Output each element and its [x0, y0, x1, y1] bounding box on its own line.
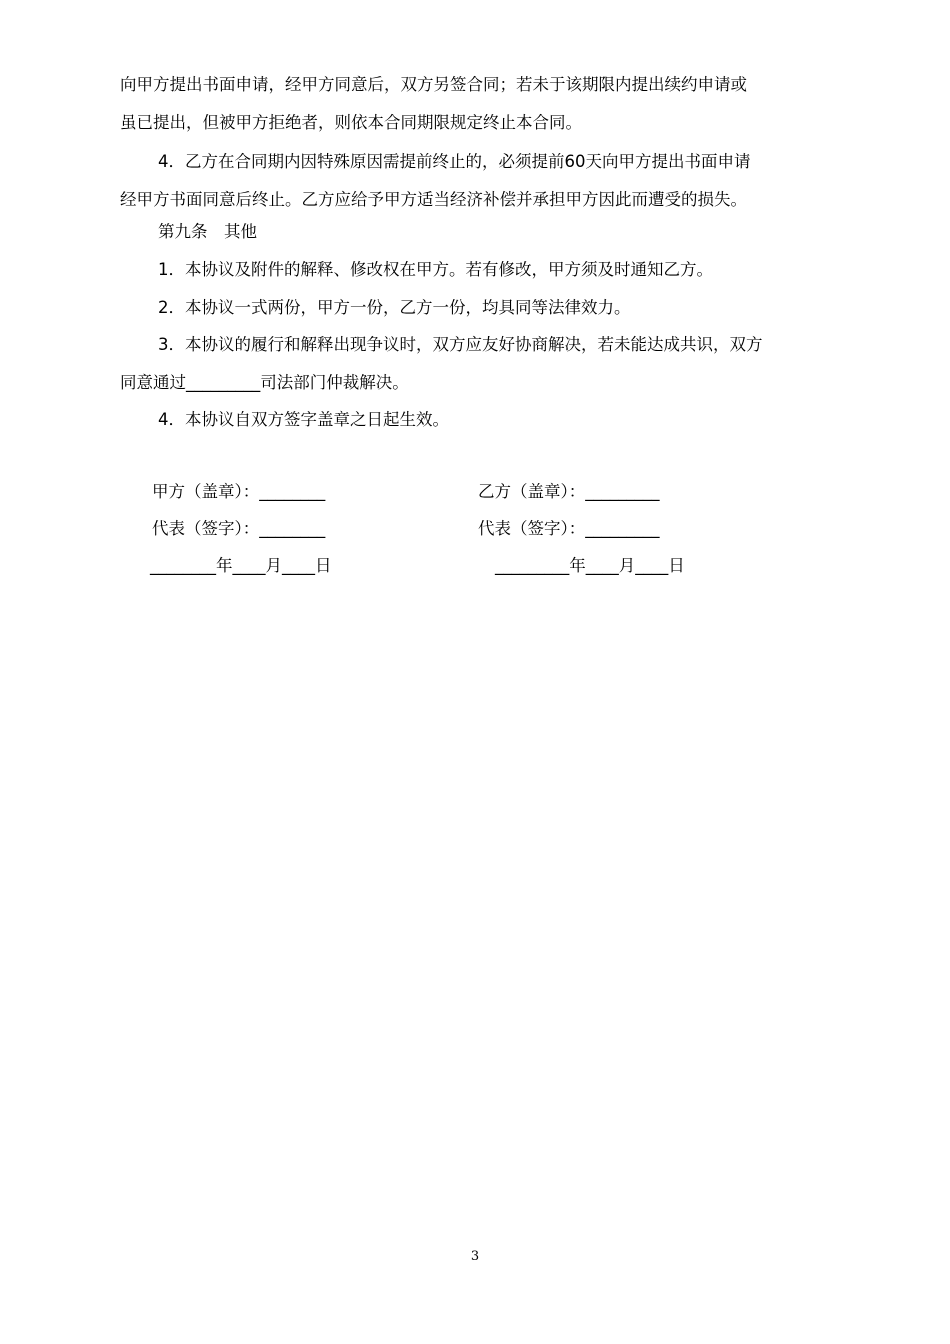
party-a-date-field: ________年____月____日 [150, 556, 332, 575]
party-a-seal-field: 甲方（盖章）：________ [152, 482, 326, 501]
clause-item-4-line2: 经甲方书面同意后终止。乙方应给予甲方适当经济补偿并承担甲方因此而遭受的损失。 [120, 190, 747, 209]
article-9-heading: 第九条 其他 [158, 222, 257, 241]
article-9-item-2: 2．本协议一式两份，甲方一份，乙方一份，均具同等法律效力。 [158, 298, 631, 317]
clause-item-4-line1: 4．乙方在合同期内因特殊原因需提前终止的，必须提前60天向甲方提出书面申请 [158, 152, 751, 171]
article-9-item-3-line1: 3．本协议的履行和解释出现争议时，双方应友好协商解决，若未能达成共识，双方 [158, 335, 763, 354]
party-b-seal-field: 乙方（盖章）：_________ [478, 482, 660, 501]
party-b-representative-field: 代表（签字）：_________ [478, 519, 660, 538]
paragraph-line: 向甲方提出书面申请，经甲方同意后，双方另签合同；若未于该期限内提出续约申请或 [120, 75, 747, 94]
article-9-item-3-line2: 同意通过_________司法部门仲裁解决。 [120, 373, 409, 392]
page-number: 3 [470, 1249, 480, 1264]
party-a-representative-field: 代表（签字）：________ [152, 519, 326, 538]
article-9-item-1: 1．本协议及附件的解释、修改权在甲方。若有修改，甲方须及时通知乙方。 [158, 260, 713, 279]
paragraph-line: 虽已提出，但被甲方拒绝者，则依本合同期限规定终止本合同。 [120, 113, 582, 132]
party-b-date-field: _________年____月____日 [495, 556, 685, 575]
article-9-item-4: 4．本协议自双方签字盖章之日起生效。 [158, 410, 449, 429]
